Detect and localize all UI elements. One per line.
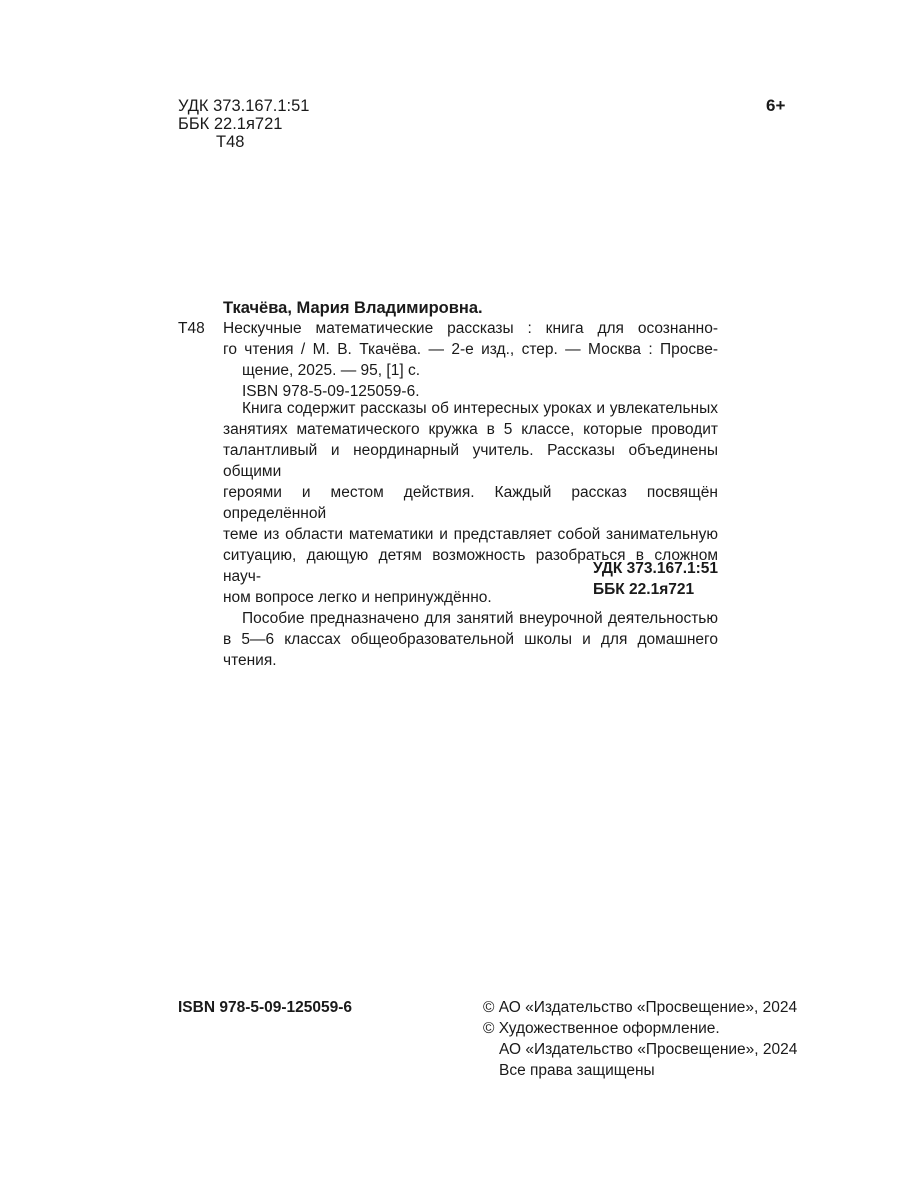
copyright-line: АО «Издательство «Просвещение», 2024 <box>499 1041 798 1058</box>
book-description <box>223 318 718 402</box>
classification-udk: УДК 373.167.1:51 <box>593 560 719 577</box>
annotation-line: Пособие предназначено для занятий внеурочной деятельностью <box>242 610 718 627</box>
copyright-block <box>483 997 797 1081</box>
rights-reserved: Все права защищены <box>499 1062 655 1079</box>
annotation <box>223 398 718 671</box>
footer-isbn: ISBN 978-5-09-125059-6 <box>178 999 353 1016</box>
annotation-line: талантливый и неординарный учитель. Рассказы объединены общими <box>223 442 718 480</box>
classification-bbk: ББК 22.1я721 <box>593 581 695 598</box>
header-author-code: Т48 <box>216 133 245 151</box>
annotation-line: занятиях математического кружка в 5 классе, которые проводит <box>223 421 718 438</box>
header-udk: УДК 373.167.1:51 <box>178 97 310 115</box>
age-rating-badge: 6+ <box>766 96 786 115</box>
annotation-line: ном вопросе легко и непринуждённо. <box>223 589 492 606</box>
entry-author-code: Т48 <box>178 320 205 337</box>
description-line: го чтения / М. В. Ткачёва. — 2-е изд., стер. — Москва : Просве- <box>223 341 718 358</box>
description-line: Нескучные математические рассказы : книга для осознанно- <box>223 320 718 337</box>
header-bbk: ББК 22.1я721 <box>178 115 283 133</box>
copyright-line: © АО «Издательство «Просвещение», 2024 <box>483 999 798 1016</box>
description-line: щение, 2025. — 95, [1] с. <box>242 362 421 379</box>
author-name: Ткачёва, Мария Владимировна. <box>223 299 483 317</box>
annotation-line: теме из области математики и представляет собой занимательную <box>223 526 718 543</box>
annotation-line: Книга содержит рассказы об интересных уроках и увлекательных <box>242 400 718 417</box>
isbn-line: ISBN 978-5-09-125059-6. <box>242 383 420 400</box>
annotation-line: героями и местом действия. Каждый рассказ посвящён определённой <box>223 484 718 522</box>
copyright-line: © Художественное оформление. <box>483 1020 720 1037</box>
annotation-line: ситуацию, дающую детям возможность разобраться в сложном науч- <box>223 547 718 585</box>
annotation-line: в 5—6 классах общеобразовательной школы и для домашнего чтения. <box>223 631 718 669</box>
